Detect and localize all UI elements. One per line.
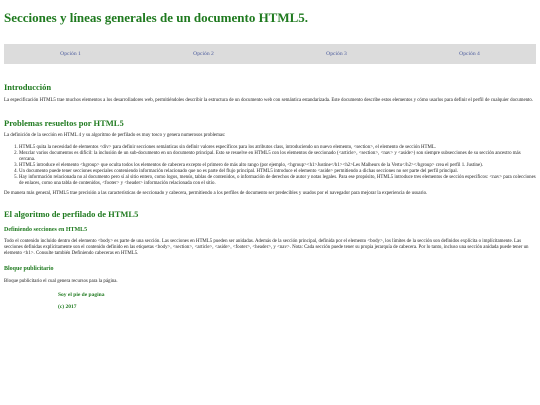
problems-list-item: 3. HTML5 introduce el elemento <hgroup> que oculta todos los elementos de cabecera excepto el primero de más alto rango (por ejemplo, <hgroup><h1>Justine</h1><h2>Les Malheurs de la Vertu</h2></hgroup> crea el perfil 1. Justine). — [19, 163, 536, 169]
problems-heading: Problemas resueltos por HTML5 — [4, 118, 124, 129]
footer-copyright: (c) 2017 — [58, 303, 77, 310]
intro-heading: Introducción — [4, 82, 52, 92]
problems-list-item: 5. Hay información relacionada no al documento pero sí al sitio entero, como logos, menús, tablas de contenidos, o información de derechos de autor y notas legales. Para ese propósito, HTML5 introduce tres elementos de sección específicos: <nav> para colecciones de enlaces, como una tabla de contenidos, <footer> y <header> información relacionada con el sitio. — [19, 175, 536, 187]
ad-paragraph: Bloque publicitario el cual genera recursos para la página. — [4, 278, 118, 284]
intro-paragraph: La especificación HTML5 trae muchos elementos a los desarrolladores web, permitiéndoles describir la estructura de un documento web con semántica estandarizada. Este documento describe estos elementos y cómo usarlos para definir el perfil de cualquier documento. — [4, 98, 534, 103]
intro-section — [4, 82, 536, 104]
page-header — [4, 0, 536, 26]
nav-item-opcion-4[interactable]: Opción 4 — [459, 51, 480, 57]
nav-item-opcion-2[interactable]: Opción 2 — [193, 51, 214, 57]
nav-item-opcion-3[interactable]: Opción 3 — [326, 51, 347, 57]
problems-list-item: 2. Mezclar varios documentos es difícil: la inclusión de un sub-documento en un documento principal. Esto se resuelve en HTML5 con los elementos de seccionado (<article>, <section>, <nav> y <aside>) son siempre subsecciones de su sección ancestro más cercana. — [19, 151, 536, 163]
algorithm-section — [4, 209, 536, 258]
algorithm-heading: El algoritmo de perfilado de HTML5 — [4, 208, 139, 219]
problems-list — [4, 145, 536, 186]
ad-block — [4, 266, 536, 285]
problems-summary: De manera más general, HTML5 trae precisión a las características de seccionado y cabecera, permitiendo a los perfiles de documento ser predecibles y usados por el navegador para mejorar la experiencia de usuario. — [4, 190, 428, 196]
algorithm-subheading: Definiendo secciones en HTML5 — [4, 226, 88, 233]
ad-heading: Bloque publicitario — [4, 265, 54, 272]
problems-section — [4, 118, 536, 197]
nav-item-opcion-1[interactable]: Opción 1 — [60, 51, 81, 57]
footer-text: Soy el pie de pagina — [58, 291, 105, 298]
page-footer — [4, 292, 536, 310]
algorithm-paragraph: Todo el contenido incluido dentro del elemento <body> es parte de una sección. Las secciones en HTML5 pueden ser anidadas. Además de la sección principal, definida por el elemento <body>, los límites de la sección son definidos explícita o implícitamente. Las secciones definidas explícitamente son el contenido definido en las etiquetas <body>, <section>, <article>, <aside>, <footer>, <header>, y <nav>. Nota: Cada sección puede tener su propia jerarquía de cabecera. Por lo tanto, incluso una sección anidada puede tener un elemento <h1>. Consulte también Definiendo cabeceras en HTML5. — [4, 238, 529, 257]
page-title: Secciones y líneas generales de un documento HTML5. — [4, 10, 309, 25]
problems-list-item: 1. HTML5 quita la necesidad de elementos <div> para definir secciones semánticas sin definir valores específicos para los atributos class, introduciendo un nuevo elemento, <section>, el elemento de sección HTML. — [19, 145, 536, 151]
problems-list-item: 4. Un documento puede tener secciones especiales conteniendo información relacionado que no es parte del flujo principal. HTML5 introduce el elemento <aside> permitiendo a dichas secciones no ser parte del perfil principal. — [19, 169, 536, 175]
main-nav — [4, 44, 536, 64]
problems-paragraph: La definición de la sección en HTML 4 y su algoritmo de perfilado es muy tosco y genera numerosos problemas: — [4, 133, 226, 139]
